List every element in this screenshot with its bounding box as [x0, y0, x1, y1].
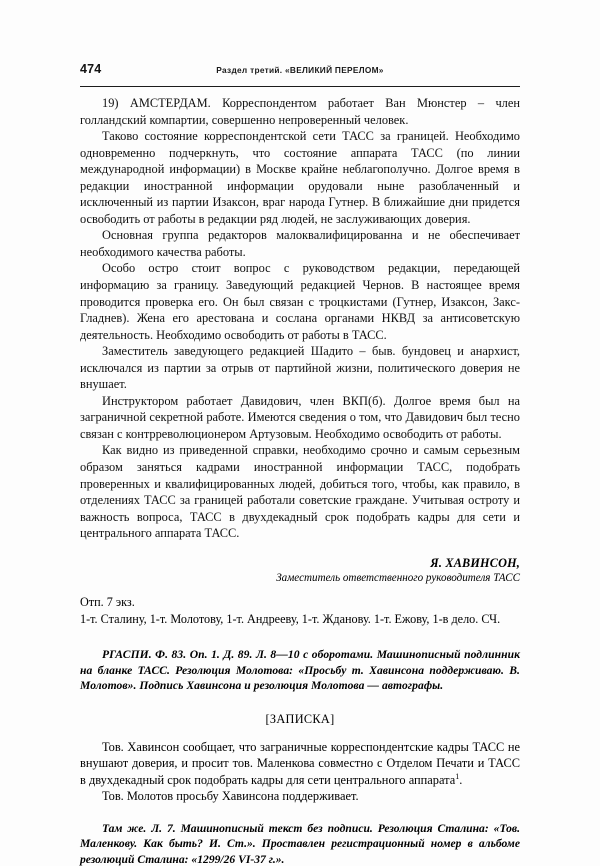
distribution-list: 1-т. Сталину, 1-т. Молотову, 1-т. Андрееву, 1-т. Жданову. 1-т. Ежову, 1-в дело. СЧ. — [80, 611, 501, 626]
note-text-tail: . — [459, 772, 463, 787]
body-paragraph: Особо остро стоит вопрос с руководством редакции, передающей информацию за границу. Заведующий редакцией Чернов. В настоящее время проводится проверка его. Он был связан с троцкистами (Гутнер, Изаксон, Закс-Гладнев). Жена его арестована и сослана органами НКВД за антисоветскую деятельность. Необходимо освободить от работы в ТАСС. — [80, 261, 520, 342]
signature-role: Заместитель ответственного руководителя ТАСС — [276, 572, 520, 585]
header-rule — [80, 86, 520, 87]
archive-reference-1: РГАСПИ. Ф. 83. Оп. 1. Д. 89. Л. 8—10 с оборотами. Машинописный подлинник на бланке ТАСС. Резолюция Молотова: «Просьбу т. Хавинсона поддерживаю. В. Молотов». Подпись Хавинсона и резолюция Молотова — автографы. — [80, 648, 520, 693]
body-paragraph: Основная группа редакторов малоквалифицированна и не обеспечивает необходимого качества работы. — [80, 228, 520, 259]
body-paragraph: Таково состояние корреспондентской сети ТАСС за границей. Необходимо одновременно подчеркнуть, что состояние аппарата ТАСС (по линии международной информации) в Москве крайне неблагополучно. Долгое время в редакции иностранной информации орудовали ныне разоблаченный и исключенный из партии Изаксон, враг народа Гутнер. В ближайшие дни придется освободить от работы в редакции ряд людей, не заслуживающих доверия. — [80, 129, 520, 226]
body-paragraph: Инструктором работает Давидович, член ВКП(б). Долгое время был на заграничной секретной работе. Имеются сведения о том, что Давидович был тесно связан с контрреволюционером Артузовым. Необходимо освободить от работы. — [80, 393, 520, 441]
signature-name: Я. ХАВИНСОН, — [430, 555, 520, 570]
note-paragraph — [80, 728, 520, 789]
note-text: Тов. Хавинсон сообщает, что заграничные корреспондентские кадры ТАСС не внушают доверия, и просит тов. Маленкова совместно с Отделом Печати и ТАСС в двухдекадный срок подобрать кадры для сети центрального аппарата — [80, 739, 520, 787]
copies-count: Отп. 7 экз. — [80, 595, 135, 610]
running-head — [80, 62, 520, 82]
note-paragraph: Тов. Молотов просьбу Хавинсона поддерживает. — [102, 789, 359, 804]
archive-reference-2: Там же. Л. 7. Машинописный текст без подписи. Резолюция Сталина: «Тов. Маленкову. Как быть? И. Ст.». Проставлен регистрационный номер в альбоме резолюций Сталина: «1299/26 VI-37 г.». — [80, 821, 520, 866]
body-paragraph: Как видно из приведенной справки, необходимо срочно и самым серьезным образом заняться кадрами иностранной информации ТАСС, подобрать проверенных и квалифицированных людей, добиться того, чтобы, как правило, в отделениях ТАСС за границей работали советские граждане. Учитывая остроту и важность вопроса, ТАСС в двухдекадный срок подобрать кадры для сети и центрального аппарата ТАСС. — [80, 443, 520, 541]
body-paragraph: 19) АМСТЕРДАМ. Корреспондентом работает Ван Мюнстер – член голландский компартии, совершенно непроверенный человек. — [80, 96, 520, 127]
footnote-marker: 1 — [455, 771, 460, 781]
body-paragraph: Заместитель заведующего редакцией Шадито – быв. бундовец и анархист, исключался из партии за отрыв от партийной жизни, политического доверия не внушает. — [80, 344, 520, 392]
page-number: 474 — [80, 62, 102, 76]
document-label: [ЗАПИСКА] — [265, 712, 335, 727]
running-head-title: Раздел третий. «ВЕЛИКИЙ ПЕРЕЛОМ» — [216, 65, 384, 75]
text-column — [80, 95, 520, 868]
